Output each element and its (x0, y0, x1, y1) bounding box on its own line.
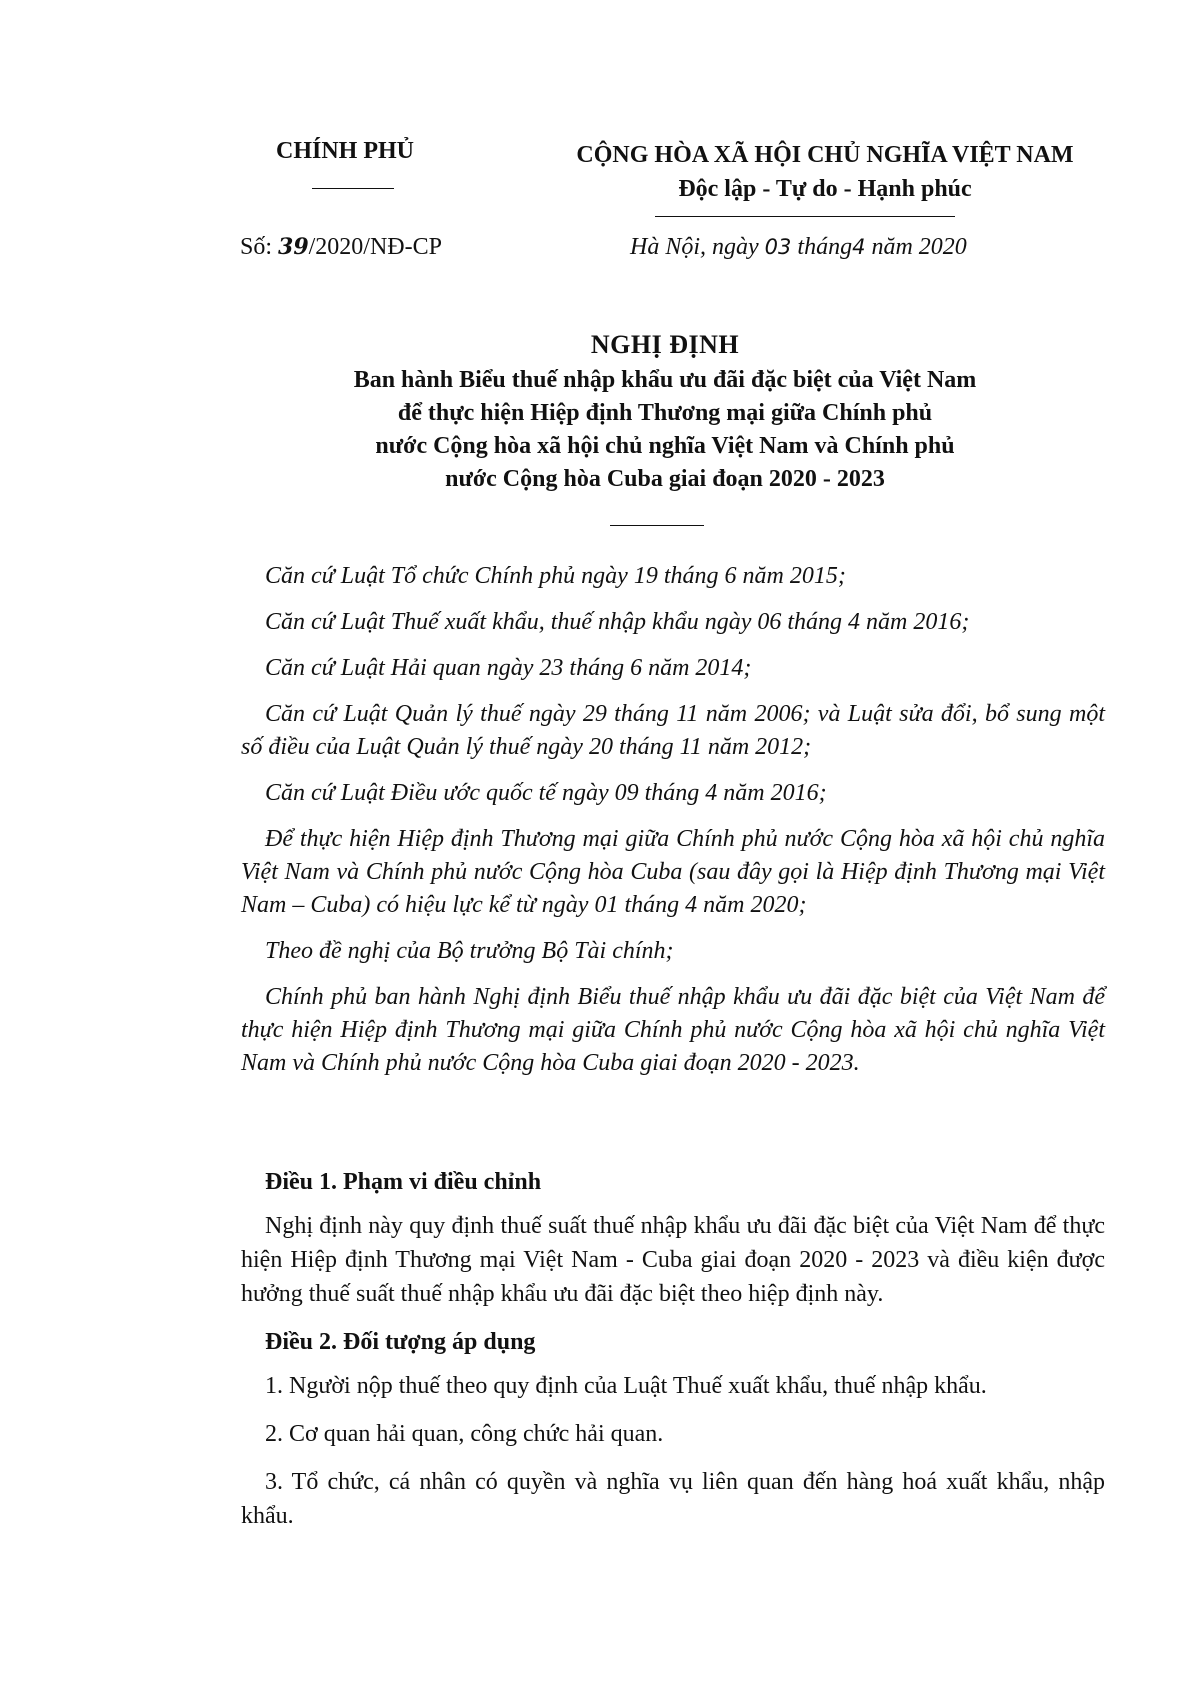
date-day-handwritten: 03 (764, 235, 792, 259)
issuer-underline (312, 188, 394, 189)
date-part-location: Hà Nội, ngày (630, 234, 759, 260)
date-month-handwritten: 4 (852, 235, 866, 259)
article-2-item-3 (241, 1465, 1105, 1533)
article-item-text: 3. Tổ chức, cá nhân có quyền và nghĩa vụ liên quan đến hàng hoá xuất khẩu, nhập khẩu. (241, 1469, 1105, 1529)
title-line: nước Cộng hòa Cuba giai đoạn 2020 - 2023 (445, 466, 885, 492)
doc-number-handwritten: 39 (278, 234, 309, 260)
title-line: Ban hành Biểu thuế nhập khẩu ưu đãi đặc biệt của Việt Nam (353, 367, 977, 393)
title-line: nước Cộng hòa xã hội chủ nghĩa Việt Nam và Chính phủ (375, 433, 955, 459)
legal-basis (241, 823, 1105, 922)
document-body (241, 1165, 1105, 1547)
legal-basis: Theo đề nghị của Bộ trưởng Bộ Tài chính; (265, 938, 674, 964)
legal-basis (241, 698, 1105, 764)
motto-underline (655, 216, 955, 217)
document-number (240, 234, 442, 261)
place-and-date (630, 234, 967, 261)
national-header (535, 138, 1115, 206)
national-motto: Độc lập - Tự do - Hạnh phúc (678, 176, 972, 202)
doc-number-prefix: Số: (240, 234, 273, 260)
article-1-text (241, 1209, 1105, 1311)
legal-basis: Căn cứ Luật Điều ước quốc tế ngày 09 tháng 4 năm 2016; (265, 780, 827, 806)
enactment-clause (241, 981, 1105, 1080)
article-item-text: 2. Cơ quan hải quan, công chức hải quan. (265, 1421, 664, 1447)
title-line: để thực hiện Hiệp định Thương mại giữa Chính phủ (397, 400, 933, 426)
legal-bases (241, 560, 1105, 1093)
article-1-text-content: Nghị định này quy định thuế suất thuế nhập khẩu ưu đãi đặc biệt của Việt Nam để thực hiện Hiệp định Thương mại Việt Nam - Cuba giai đoạn 2020 - 2023 và điều kiện được hưởng thuế suất thuế nhập khẩu ưu đãi đặc biệt theo hiệp định này. (241, 1213, 1105, 1307)
issuer-name: CHÍNH PHỦ (276, 138, 414, 164)
document-type: NGHỊ ĐỊNH (590, 330, 740, 359)
enactment-clause-text: Chính phủ ban hành Nghị định Biểu thuế nhập khẩu ưu đãi đặc biệt của Việt Nam để thực hiện Hiệp định Thương mại giữa Chính phủ nước Cộng hòa xã hội chủ nghĩa Việt Nam và Chính phủ nước Cộng hòa Cuba giai đoạn 2020 - 2023. (241, 984, 1105, 1076)
article-2-item-1 (241, 1369, 1105, 1403)
doc-number-suffix: /2020/NĐ-CP (308, 234, 442, 260)
article-2-item-2 (241, 1417, 1105, 1451)
article-item-text: 1. Người nộp thuế theo quy định của Luật Thuế xuất khẩu, thuế nhập khẩu. (265, 1373, 987, 1399)
title-underline (610, 525, 704, 526)
legal-basis-text: Căn cứ Luật Quản lý thuế ngày 29 tháng 11 năm 2006; và Luật sửa đổi, bổ sung một số điều của Luật Quản lý thuế ngày 20 tháng 11 năm 2012; (241, 701, 1105, 760)
legal-basis: Căn cứ Luật Hải quan ngày 23 tháng 6 năm 2014; (265, 655, 752, 681)
legal-basis: Căn cứ Luật Tổ chức Chính phủ ngày 19 tháng 6 năm 2015; (265, 563, 846, 589)
article-2-title: Điều 2. Đối tượng áp dụng (265, 1329, 536, 1355)
date-part-year: năm 2020 (871, 234, 967, 260)
country-name: CỘNG HÒA XÃ HỘI CHỦ NGHĨA VIỆT NAM (576, 142, 1074, 168)
legal-basis: Căn cứ Luật Thuế xuất khẩu, thuế nhập khẩu ngày 06 tháng 4 năm 2016; (265, 609, 970, 635)
article-1-title: Điều 1. Phạm vi điều chỉnh (265, 1169, 542, 1195)
date-part-month-label: tháng (797, 234, 853, 260)
document-title (240, 330, 1090, 496)
legal-basis-text: Để thực hiện Hiệp định Thương mại giữa Chính phủ nước Cộng hòa xã hội chủ nghĩa Việt Nam và Chính phủ nước Cộng hòa Cuba (sau đây gọi là Hiệp định Thương mại Việt Nam – Cuba) có hiệu lực kể từ ngày 01 tháng 4 năm 2020; (241, 826, 1105, 918)
